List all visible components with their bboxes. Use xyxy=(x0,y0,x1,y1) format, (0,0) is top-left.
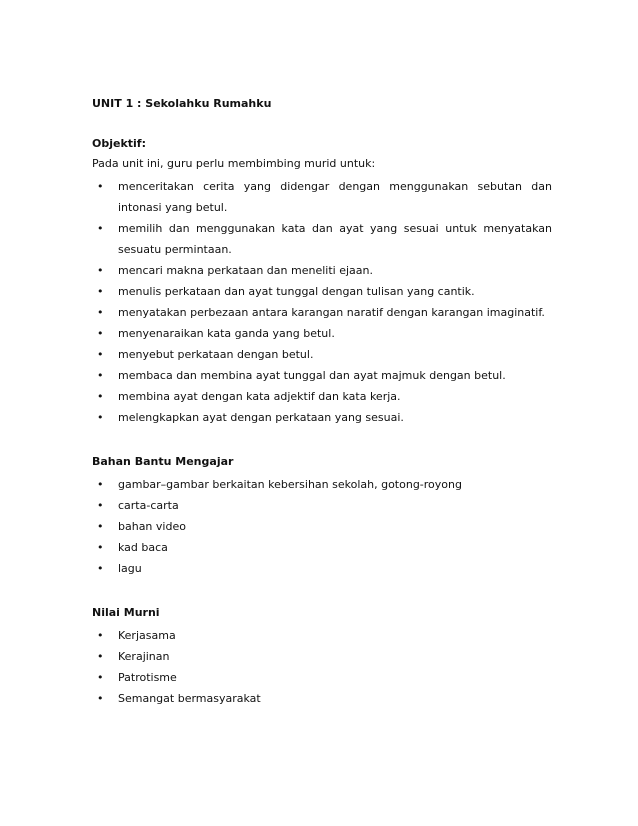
list-item: • Kerjasama xyxy=(92,625,552,646)
list-item: • bahan video xyxy=(92,516,552,537)
list-item: • menyatakan perbezaan antara karangan naratif dengan karangan imaginatif. xyxy=(92,302,552,323)
bullet-icon: • xyxy=(97,671,104,684)
bahan-list xyxy=(92,474,552,579)
objektif-heading: Objektif: xyxy=(92,137,146,150)
bullet-icon: • xyxy=(97,369,104,382)
list-item: • menulis perkataan dan ayat tunggal dengan tulisan yang cantik. xyxy=(92,281,552,302)
bullet-icon: • xyxy=(97,478,104,491)
list-item: • carta-carta xyxy=(92,495,552,516)
bullet-icon: • xyxy=(97,180,104,193)
list-item: • menceritakan cerita yang didengar dengan menggunakan sebutan dan intonasi yang betul. xyxy=(92,176,552,218)
list-item: • menyebut perkataan dengan betul. xyxy=(92,344,552,365)
bullet-icon: • xyxy=(97,222,104,235)
list-item: • menyenaraikan kata ganda yang betul. xyxy=(92,323,552,344)
list-item: • mencari makna perkataan dan meneliti ejaan. xyxy=(92,260,552,281)
list-item: • kad baca xyxy=(92,537,552,558)
bullet-icon: • xyxy=(97,562,104,575)
bullet-icon: • xyxy=(97,692,104,705)
list-item: • membina ayat dengan kata adjektif dan kata kerja. xyxy=(92,386,552,407)
list-item: • Patrotisme xyxy=(92,667,552,688)
list-item: • memilih dan menggunakan kata dan ayat yang sesuai untuk menyatakan sesuatu permintaan. xyxy=(92,218,552,260)
list-item: • lagu xyxy=(92,558,552,579)
bullet-icon: • xyxy=(97,499,104,512)
bahan-heading: Bahan Bantu Mengajar xyxy=(92,455,234,468)
bullet-icon: • xyxy=(97,541,104,554)
list-item: • Kerajinan xyxy=(92,646,552,667)
list-item: • membaca dan membina ayat tunggal dan ayat majmuk dengan betul. xyxy=(92,365,552,386)
bullet-icon: • xyxy=(97,327,104,340)
nilai-list xyxy=(92,625,552,709)
nilai-heading: Nilai Murni xyxy=(92,606,160,619)
document-body xyxy=(92,96,552,709)
bullet-icon: • xyxy=(97,264,104,277)
bullet-icon: • xyxy=(97,348,104,361)
list-item: • gambar–gambar berkaitan kebersihan sekolah, gotong-royong xyxy=(92,474,552,495)
bullet-icon: • xyxy=(97,650,104,663)
bullet-icon: • xyxy=(97,390,104,403)
objektif-list xyxy=(92,176,552,428)
bullet-icon: • xyxy=(97,629,104,642)
list-item: • Semangat bermasyarakat xyxy=(92,688,552,709)
bullet-icon: • xyxy=(97,285,104,298)
list-item: • melengkapkan ayat dengan perkataan yang sesuai. xyxy=(92,407,552,428)
bullet-icon: • xyxy=(97,520,104,533)
bullet-icon: • xyxy=(97,411,104,424)
objektif-intro: Pada unit ini, guru perlu membimbing murid untuk: xyxy=(92,157,376,170)
unit-title: UNIT 1 : Sekolahku Rumahku xyxy=(92,97,272,110)
bullet-icon: • xyxy=(97,306,104,319)
